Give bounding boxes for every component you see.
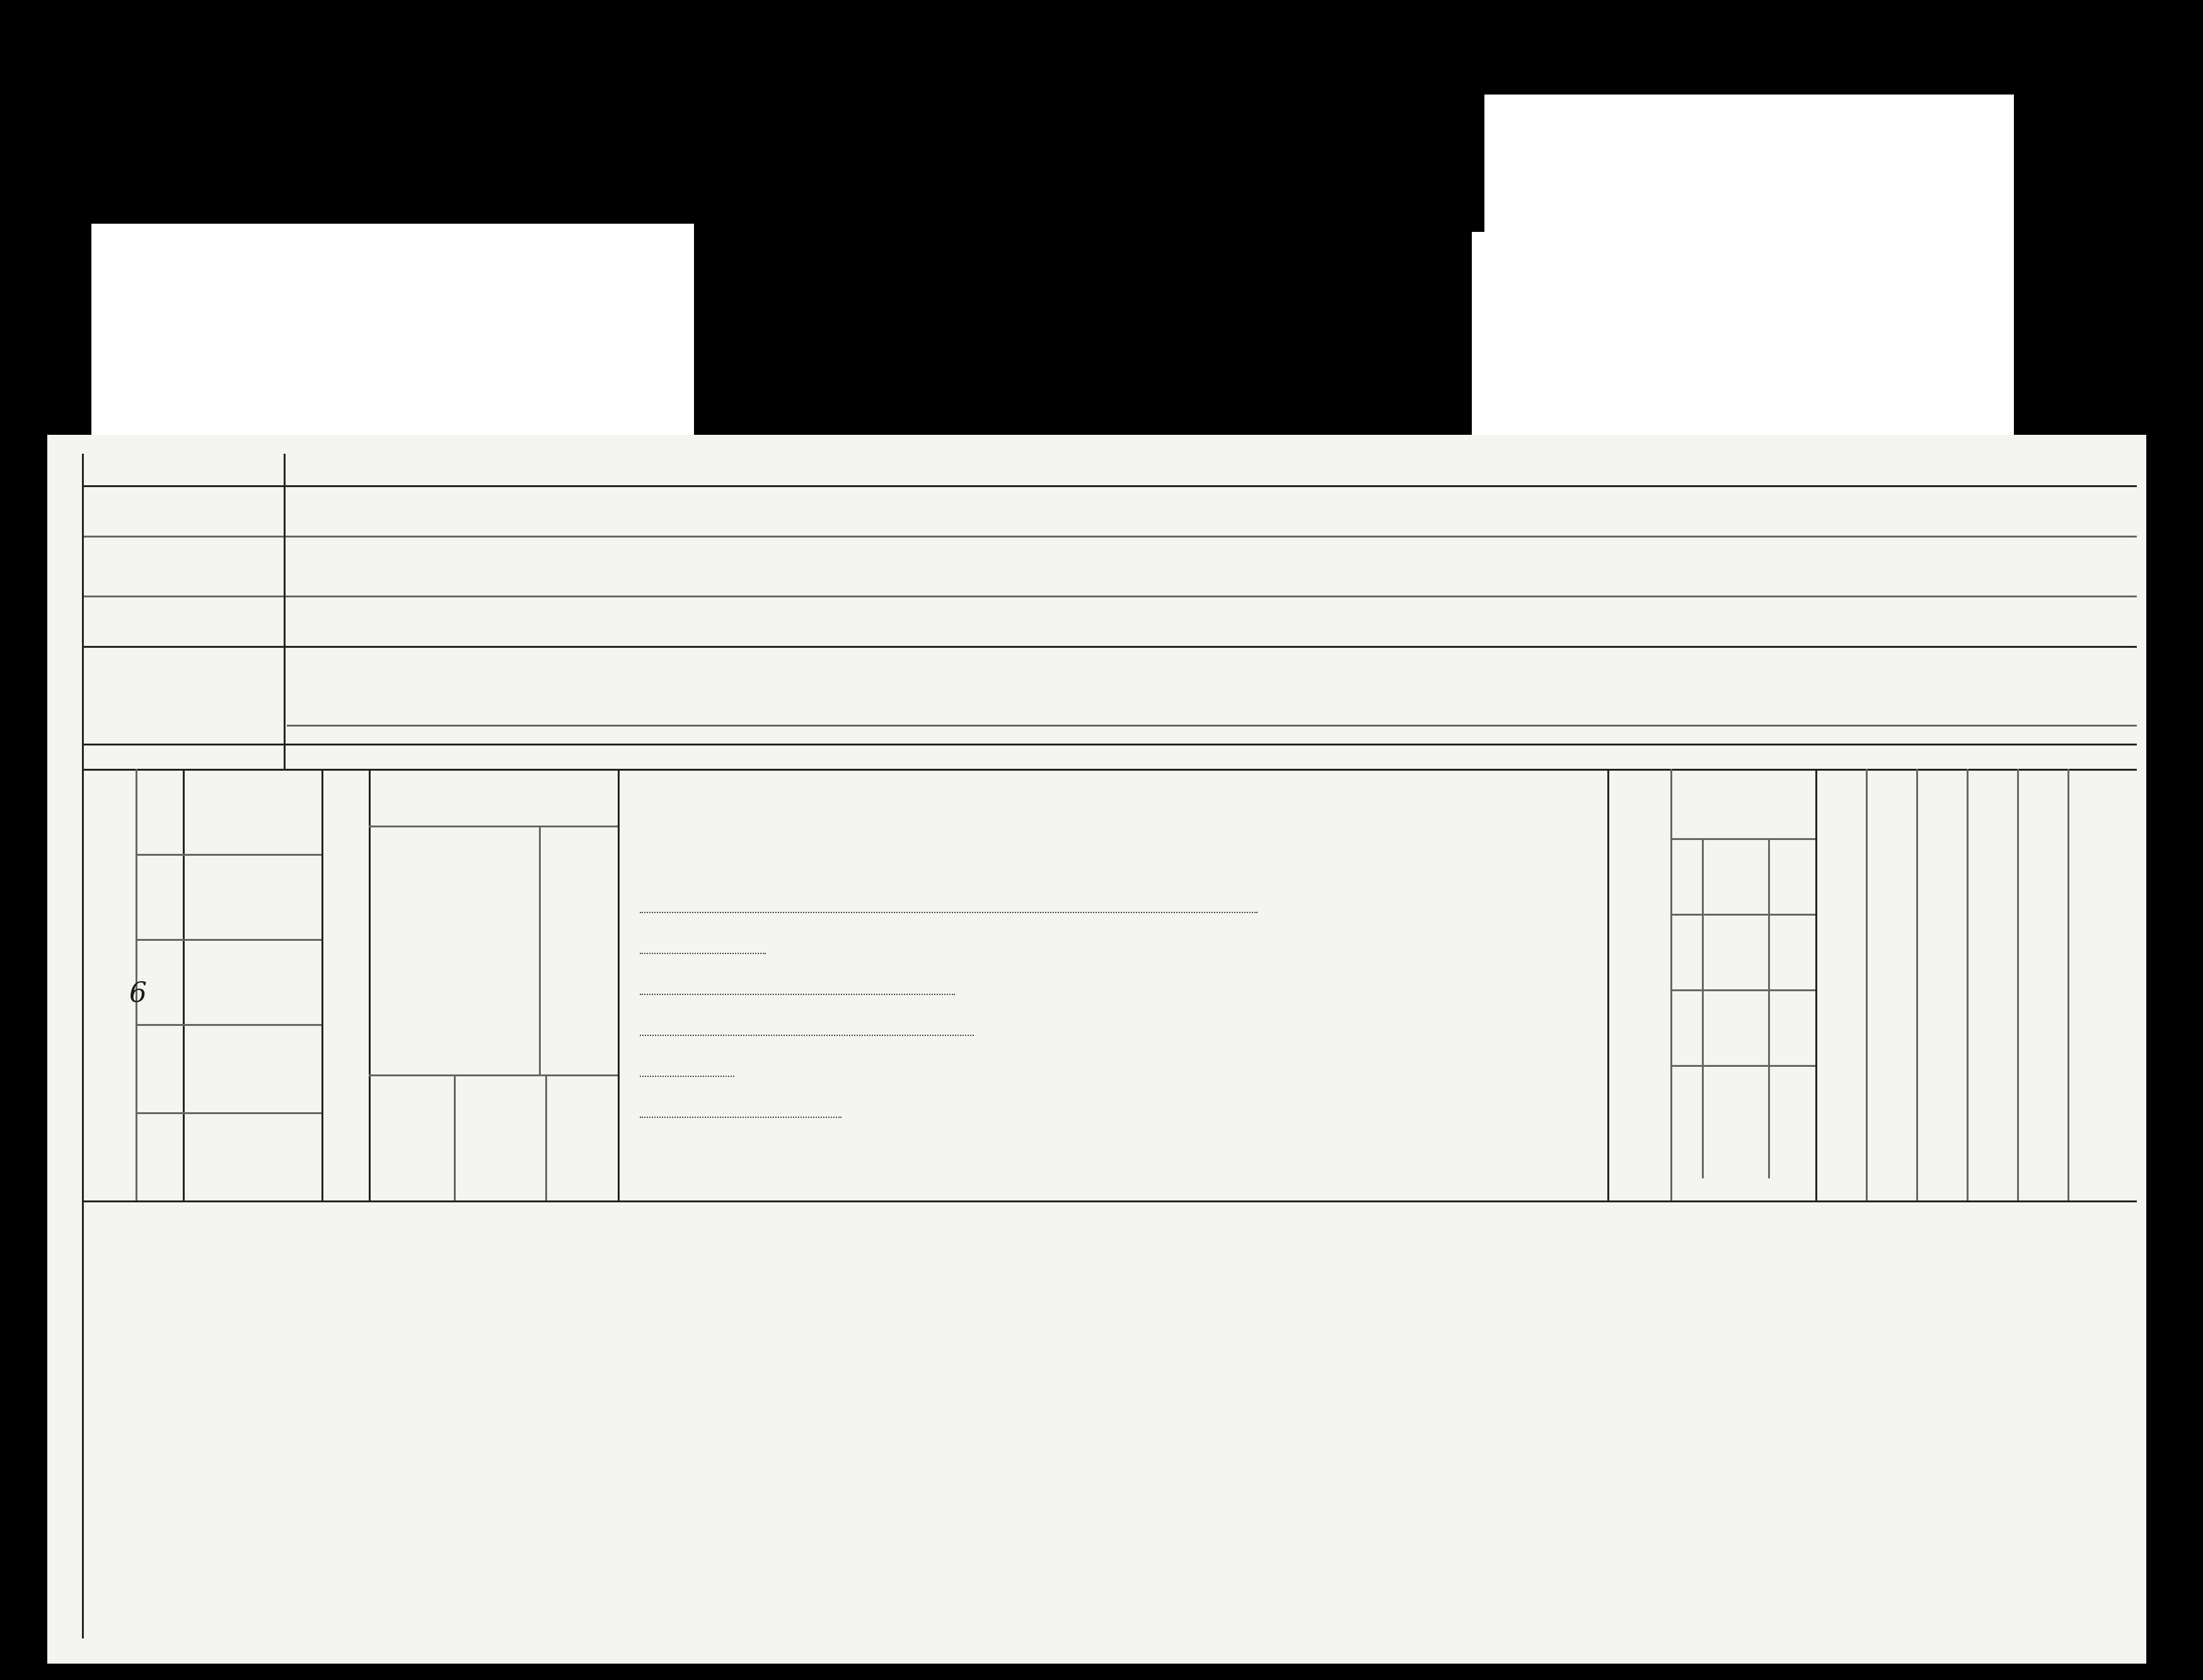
q4-answer-field[interactable] xyxy=(640,1035,974,1036)
damaged-label xyxy=(1472,232,2014,437)
q1-line-b xyxy=(640,892,1258,913)
q4-line xyxy=(640,1015,974,1036)
pencil-writing-label xyxy=(91,224,694,435)
bleed-through-label xyxy=(1484,95,2014,238)
q3-answer-field[interactable] xyxy=(640,994,955,995)
q2-answer-field[interactable] xyxy=(640,953,766,954)
q5-line xyxy=(640,1056,734,1077)
q6a-answer-field[interactable] xyxy=(640,1117,841,1118)
census-form-sheet xyxy=(47,435,2146,1664)
q2-line xyxy=(640,933,766,954)
hired-workers-label xyxy=(328,788,362,1166)
hw-podennyh: 6 xyxy=(129,977,147,1009)
q6-line xyxy=(640,1096,841,1118)
nalichnoe-naselenie xyxy=(1617,813,1661,1166)
q5a-answer-field[interactable] xyxy=(640,1076,734,1077)
q3-line xyxy=(640,974,955,995)
q1-answer-field[interactable] xyxy=(640,912,1258,913)
